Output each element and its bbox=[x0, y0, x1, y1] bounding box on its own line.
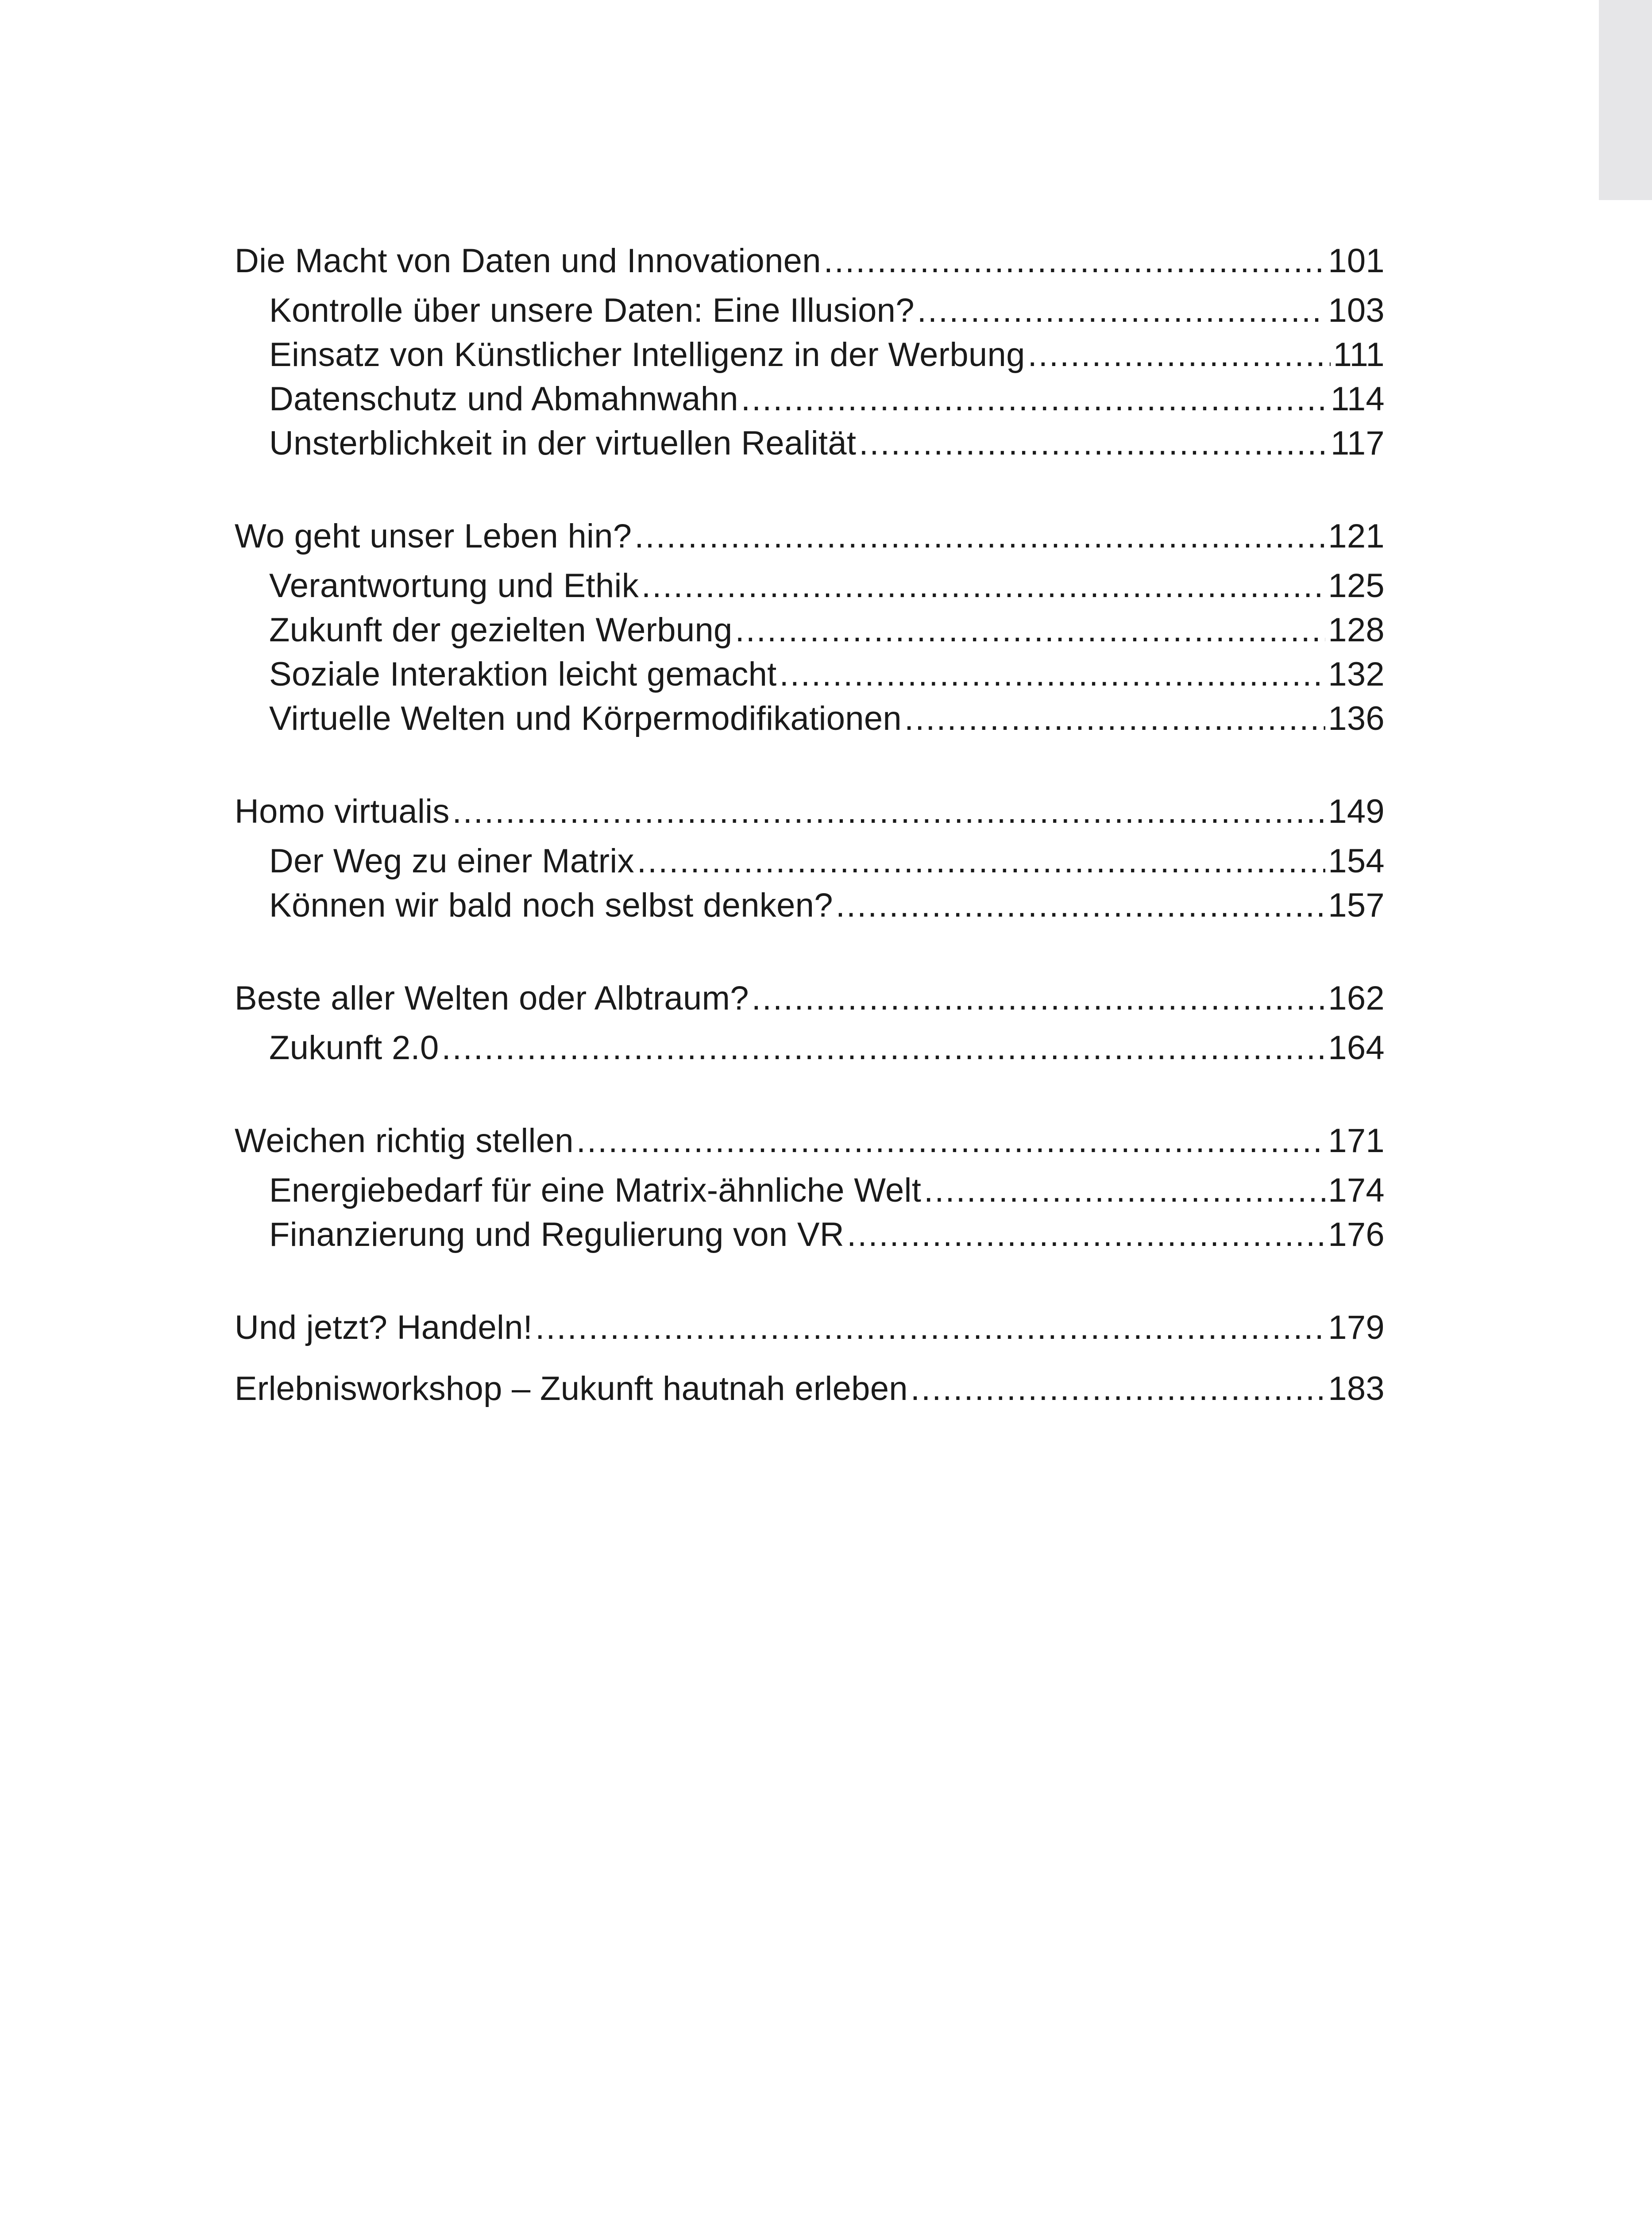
toc-chapter-entry[interactable] bbox=[235, 514, 1385, 559]
toc-sub-entry[interactable] bbox=[235, 697, 1385, 741]
toc-entry-title: Beste aller Welten oder Albtraum? bbox=[235, 979, 749, 1017]
toc-dot-leader bbox=[576, 1119, 1325, 1163]
toc-dot-leader bbox=[442, 1026, 1326, 1070]
toc-sub-entry[interactable] bbox=[235, 421, 1385, 466]
toc-entry-title: Einsatz von Künstlicher Intelligenz in der Werbung bbox=[269, 336, 1025, 374]
toc-dot-leader bbox=[911, 1367, 1325, 1411]
toc-entry-title: Weichen richtig stellen bbox=[235, 1122, 574, 1160]
toc-entry-title: Finanzierung und Regulierung von VR bbox=[269, 1216, 845, 1253]
page-thumb-tab bbox=[1599, 0, 1652, 200]
toc-entry-title: Zukunft 2.0 bbox=[269, 1029, 439, 1067]
toc-entry-title: Unsterblichkeit in der virtuellen Realität bbox=[269, 424, 857, 462]
toc-dot-leader bbox=[1028, 333, 1331, 377]
toc-entry-page: 132 bbox=[1328, 655, 1385, 693]
toc-entry-title: Die Macht von Daten und Innovationen bbox=[235, 242, 821, 280]
toc-entry-page: 121 bbox=[1328, 517, 1385, 555]
toc-sub-entry[interactable] bbox=[235, 1168, 1385, 1213]
toc-sub-entry[interactable] bbox=[235, 652, 1385, 697]
toc-entry-page: 174 bbox=[1328, 1172, 1385, 1209]
toc-entry-page: 176 bbox=[1328, 1216, 1385, 1253]
toc-chapter-entry[interactable] bbox=[235, 976, 1385, 1021]
toc-dot-leader bbox=[452, 790, 1326, 834]
toc-section bbox=[235, 514, 1385, 741]
toc-chapter-entry[interactable] bbox=[235, 239, 1385, 283]
toc-entry-title: Verantwortung und Ethik bbox=[269, 567, 639, 605]
toc-sub-entry[interactable] bbox=[235, 839, 1385, 883]
toc-dot-leader bbox=[752, 976, 1326, 1021]
toc-entry-page: 149 bbox=[1328, 793, 1385, 830]
toc-entry-page: 111 bbox=[1333, 336, 1385, 374]
toc-dot-leader bbox=[637, 839, 1325, 883]
toc-section bbox=[235, 790, 1385, 928]
toc-entry-title: Homo virtualis bbox=[235, 793, 450, 830]
toc-sub-entry[interactable] bbox=[235, 1213, 1385, 1257]
toc-sub-entry[interactable] bbox=[235, 608, 1385, 652]
toc-entry-page: 164 bbox=[1328, 1029, 1385, 1067]
toc-dot-leader bbox=[836, 883, 1325, 928]
toc-dot-leader bbox=[535, 1306, 1325, 1350]
toc-entry-title: Datenschutz und Abmahnwahn bbox=[269, 380, 738, 418]
toc-entry-page: 114 bbox=[1330, 380, 1385, 418]
toc-sub-entry[interactable] bbox=[235, 883, 1385, 928]
toc-entry-title: Kontrolle über unsere Daten: Eine Illusion? bbox=[269, 292, 915, 329]
toc-chapter-entry[interactable] bbox=[235, 1306, 1385, 1350]
toc-dot-leader bbox=[924, 1168, 1325, 1213]
toc-entry-page: 125 bbox=[1328, 567, 1385, 605]
toc-entry-page: 103 bbox=[1328, 292, 1385, 329]
toc-chapter-entry[interactable] bbox=[235, 1119, 1385, 1163]
toc-entry-title: Und jetzt? Handeln! bbox=[235, 1309, 533, 1346]
toc-dot-leader bbox=[741, 377, 1328, 421]
toc-entry-title: Virtuelle Welten und Körpermodifikationen bbox=[269, 700, 902, 737]
toc-dot-leader bbox=[917, 289, 1326, 333]
table-of-contents bbox=[235, 239, 1385, 1411]
toc-sub-entry[interactable] bbox=[235, 333, 1385, 377]
toc-entry-page: 154 bbox=[1328, 842, 1385, 880]
toc-sub-entry[interactable] bbox=[235, 289, 1385, 333]
toc-entry-page: 117 bbox=[1330, 424, 1385, 462]
toc-chapter-entry[interactable] bbox=[235, 1367, 1385, 1411]
toc-entry-title: Der Weg zu einer Matrix bbox=[269, 842, 634, 880]
toc-dot-leader bbox=[735, 608, 1326, 652]
toc-dot-leader bbox=[641, 564, 1325, 608]
toc-sub-entry[interactable] bbox=[235, 377, 1385, 421]
toc-entry-title: Soziale Interaktion leicht gemacht bbox=[269, 655, 777, 693]
toc-dot-leader bbox=[634, 514, 1325, 559]
toc-section bbox=[235, 976, 1385, 1070]
toc-entry-page: 157 bbox=[1328, 887, 1385, 924]
toc-dot-leader bbox=[904, 697, 1325, 741]
toc-entry-page: 128 bbox=[1328, 611, 1385, 649]
toc-entry-page: 171 bbox=[1328, 1122, 1385, 1160]
toc-entry-title: Energiebedarf für eine Matrix-ähnliche Welt bbox=[269, 1172, 922, 1209]
toc-sub-entry[interactable] bbox=[235, 564, 1385, 608]
toc-entry-page: 136 bbox=[1328, 700, 1385, 737]
toc-dot-leader bbox=[847, 1213, 1325, 1257]
toc-section bbox=[235, 1119, 1385, 1257]
toc-entry-page: 183 bbox=[1328, 1370, 1385, 1407]
toc-dot-leader bbox=[859, 421, 1328, 466]
toc-entry-page: 162 bbox=[1328, 979, 1385, 1017]
toc-dot-leader bbox=[824, 239, 1326, 283]
toc-sub-entry[interactable] bbox=[235, 1026, 1385, 1070]
toc-entry-title: Können wir bald noch selbst denken? bbox=[269, 887, 833, 924]
toc-entry-title: Zukunft der gezielten Werbung bbox=[269, 611, 733, 649]
toc-section bbox=[235, 239, 1385, 466]
toc-entry-title: Erlebnisworkshop – Zukunft hautnah erleben bbox=[235, 1370, 908, 1407]
toc-entry-page: 179 bbox=[1328, 1309, 1385, 1346]
toc-chapter-entry[interactable] bbox=[235, 790, 1385, 834]
toc-entry-page: 101 bbox=[1328, 242, 1385, 280]
toc-entry-title: Wo geht unser Leben hin? bbox=[235, 517, 632, 555]
toc-dot-leader bbox=[780, 652, 1326, 697]
